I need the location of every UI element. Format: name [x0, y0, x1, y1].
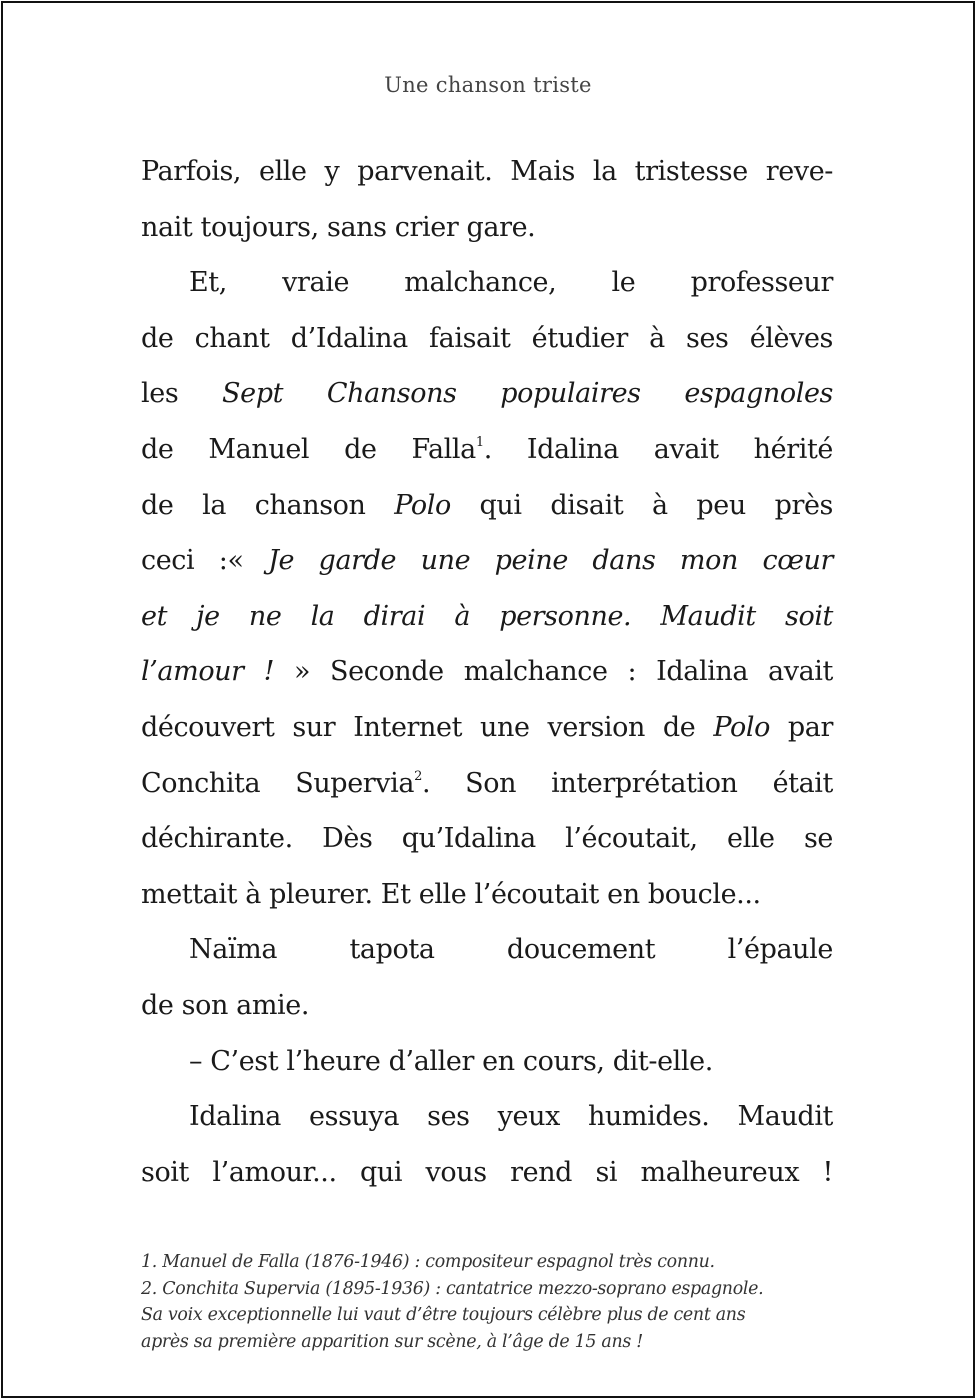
italic-text: Polo [394, 489, 451, 521]
text-line [141, 422, 833, 478]
italic-text: et je ne la dirai à personne. Maudit soit [141, 600, 833, 632]
text-run: de Manuel de Falla [141, 433, 476, 465]
footnote-1: 1. Manuel de Falla (1876-1946) : compositeur espagnol très connu. [141, 1252, 715, 1272]
footnote-ref: 2 [414, 768, 422, 784]
footnote-2-cont: après sa première apparition sur scène, à l’âge de 15 ans ! [141, 1331, 643, 1352]
text-run: découvert sur Internet une version de [141, 711, 714, 743]
text-line [141, 811, 833, 867]
text-run: ceci :« [141, 545, 269, 577]
footnote-2: 2. Conchita Supervia (1895-1936) : cantatrice mezzo-soprano espagnole. [141, 1278, 764, 1299]
text-line [141, 589, 833, 645]
text-run: – C’est l’heure d’aller en cours, dit-elle. [189, 1045, 713, 1077]
text-line [141, 1089, 833, 1145]
text-run: mettait à pleurer. Et elle l’écoutait en boucle... [141, 878, 761, 910]
text-run: les [141, 378, 223, 410]
text-run: déchirante. Dès qu’Idalina l’écoutait, elle se [141, 823, 833, 855]
italic-text: Je garde une peine dans mon cœur [268, 545, 833, 577]
text-line [141, 867, 833, 923]
text-run: de chant d’Idalina faisait étudier à ses élèves [141, 322, 833, 354]
text-run: . Son interprétation était [421, 767, 833, 799]
text-run: de la chanson [141, 489, 395, 521]
italic-text: l’amour ! [141, 656, 275, 688]
footnotes [141, 1249, 901, 1355]
text-line [141, 533, 833, 589]
text-line [141, 978, 833, 1034]
text-run: Conchita Supervia [141, 767, 415, 799]
italic-text: Polo [713, 711, 770, 743]
footnote-2-cont: Sa voix exceptionnelle lui vaut d’être toujours célèbre plus de cent ans [141, 1305, 746, 1325]
text-line [141, 200, 833, 256]
text-line [141, 311, 833, 367]
text-line [141, 144, 833, 200]
text-line [141, 478, 833, 534]
text-run: Idalina essuya ses yeux humides. Maudit [189, 1101, 833, 1133]
text-run: » Seconde malchance : Idalina avait [274, 656, 833, 688]
text-line [141, 644, 833, 700]
text-run: Naïma tapota doucement l’épaule [189, 934, 833, 966]
book-page [1, 1, 975, 1398]
text-run: nait toujours, sans crier gare. [141, 211, 536, 243]
text-line [141, 700, 833, 756]
body-text [141, 144, 833, 1200]
running-head: Une chanson triste [384, 73, 592, 97]
text-run: qui disait à peu près [450, 489, 834, 521]
text-line [141, 756, 833, 812]
text-line [141, 922, 833, 978]
text-run: par [769, 711, 834, 743]
text-run: soit l’amour... qui vous rend si malheureux ! [141, 1156, 833, 1188]
text-run: de son amie. [141, 989, 310, 1021]
text-line [141, 255, 833, 311]
footnote-ref: 1 [475, 434, 484, 450]
text-line [141, 366, 833, 422]
text-run: Et, vraie malchance, le professeur [189, 267, 833, 299]
text-line [141, 1034, 833, 1090]
text-line [141, 1145, 833, 1201]
italic-text: Sept Chansons populaires espagnoles [222, 378, 833, 410]
text-run: Parfois, elle y parvenait. Mais la tristesse reve- [141, 156, 833, 187]
text-run: . Idalina avait hérité [483, 433, 833, 465]
